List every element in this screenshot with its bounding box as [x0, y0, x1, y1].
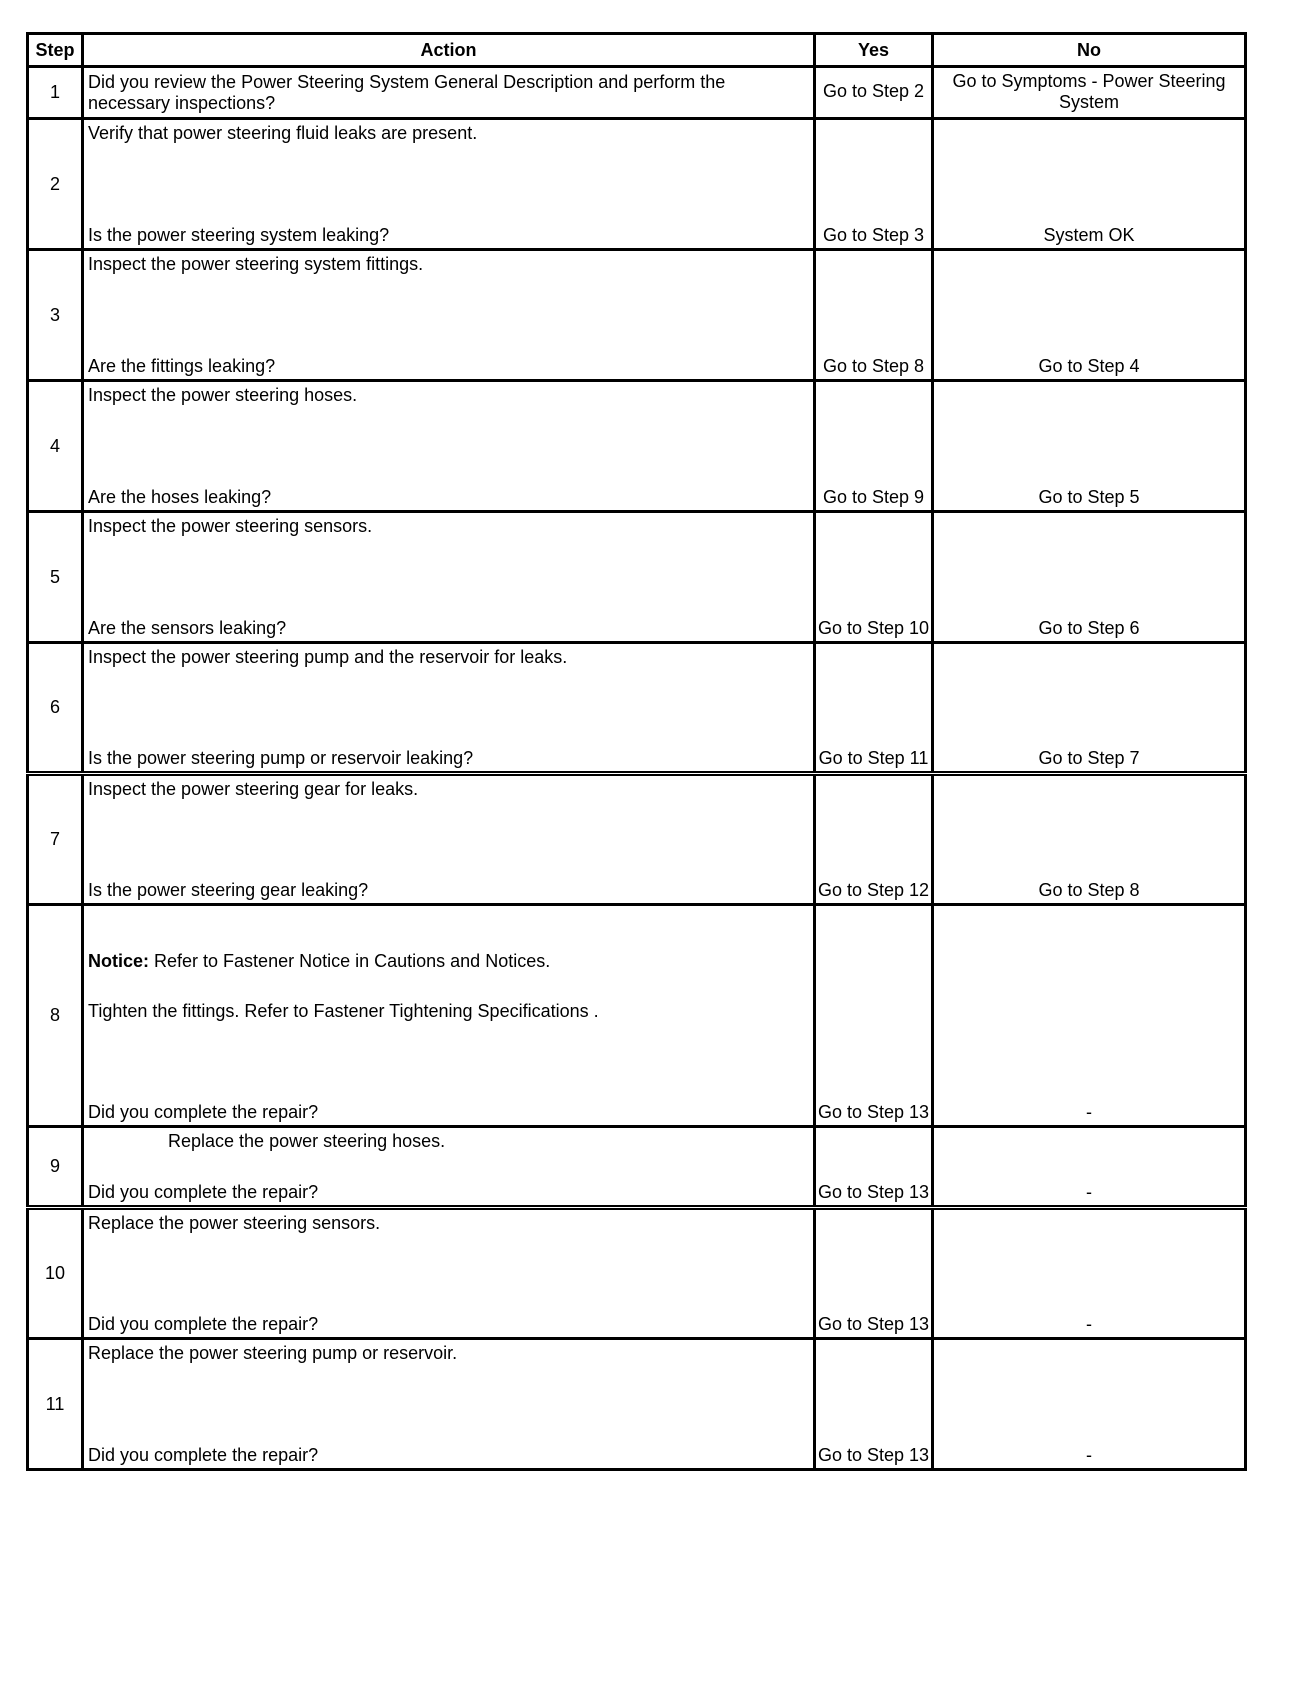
step-number: 2 [28, 119, 83, 250]
no-cell: System OK [933, 119, 1246, 250]
step-number: 7 [28, 774, 83, 905]
yes-cell: Go to Step 13 [815, 1127, 933, 1208]
table-row [28, 1339, 1246, 1470]
yes-cell: Go to Step 3 [815, 119, 933, 250]
table-row [28, 512, 1246, 643]
yes-cell: Go to Step 9 [815, 381, 933, 512]
action-question: Is the power steering gear leaking? [88, 880, 369, 900]
action-text: Inspect the power steering sensors. [88, 516, 373, 536]
yes-cell: Go to Step 13 [815, 905, 933, 1127]
table-row [28, 119, 1246, 250]
diagnostic-table [26, 32, 1247, 1471]
table-row [28, 1127, 1246, 1208]
header-action: Action [83, 34, 815, 67]
no-cell: - [933, 905, 1246, 1127]
header-row [28, 34, 1246, 67]
no-cell: - [933, 1339, 1246, 1470]
step-number: 8 [28, 905, 83, 1127]
yes-cell: Go to Step 13 [815, 1208, 933, 1339]
action-cell [83, 1208, 815, 1339]
table-row [28, 643, 1246, 774]
yes-cell: Go to Step 11 [815, 643, 933, 774]
yes-cell: Go to Step 8 [815, 250, 933, 381]
step-number: 1 [28, 67, 83, 119]
yes-cell: Go to Step 13 [815, 1339, 933, 1470]
table-row [28, 381, 1246, 512]
action-cell [83, 381, 815, 512]
action-text: Replace the power steering pump or reservoir. [88, 1343, 458, 1363]
action-question: Did you complete the repair? [88, 1314, 319, 1334]
yes-cell: Go to Step 2 [815, 67, 933, 119]
no-cell: Go to Step 5 [933, 381, 1246, 512]
no-cell: Go to Step 6 [933, 512, 1246, 643]
table-row [28, 67, 1246, 119]
action-cell [83, 67, 815, 119]
action-question: Is the power steering pump or reservoir leaking? [88, 748, 474, 768]
action-cell [83, 905, 815, 1127]
notice-text [88, 906, 809, 972]
action-text: Tighten the fittings. Refer to Fastener Tightening Specifications . [88, 1001, 599, 1021]
step-number: 10 [28, 1208, 83, 1339]
action-cell [83, 512, 815, 643]
step-number: 9 [28, 1127, 83, 1208]
action-text: Inspect the power steering pump and the reservoir for leaks. [88, 647, 568, 667]
notice-body: Refer to Fastener Notice in Cautions and Notices. [149, 951, 551, 971]
header-step: Step [28, 34, 83, 67]
action-question: Are the sensors leaking? [88, 618, 287, 638]
step-number: 3 [28, 250, 83, 381]
no-cell: Go to Symptoms - Power Steering System [933, 67, 1246, 119]
action-text: Inspect the power steering system fittings. [88, 254, 424, 274]
yes-cell: Go to Step 12 [815, 774, 933, 905]
action-text: Inspect the power steering hoses. [88, 385, 358, 405]
action-cell [83, 1127, 815, 1208]
action-cell [83, 643, 815, 774]
step-number: 11 [28, 1339, 83, 1470]
action-text: Verify that power steering fluid leaks are present. [88, 123, 478, 143]
no-cell: Go to Step 7 [933, 643, 1246, 774]
action-cell [83, 774, 815, 905]
action-cell [83, 119, 815, 250]
header-no: No [933, 34, 1246, 67]
action-question: Are the hoses leaking? [88, 487, 272, 507]
action-question: Is the power steering system leaking? [88, 225, 390, 245]
table-row [28, 1208, 1246, 1339]
no-cell: Go to Step 4 [933, 250, 1246, 381]
no-cell: Go to Step 8 [933, 774, 1246, 905]
table-row [28, 905, 1246, 1127]
no-cell: - [933, 1127, 1246, 1208]
action-question: Did you complete the repair? [88, 1445, 319, 1465]
header-yes: Yes [815, 34, 933, 67]
action-text: Replace the power steering hoses. [168, 1131, 446, 1151]
action-text: Did you review the Power Steering System General Description and perform the necessary inspections? [88, 71, 726, 113]
action-cell [83, 250, 815, 381]
yes-cell: Go to Step 10 [815, 512, 933, 643]
action-text: Replace the power steering sensors. [88, 1213, 381, 1233]
step-number: 5 [28, 512, 83, 643]
step-number: 4 [28, 381, 83, 512]
notice-label: Notice: [88, 951, 150, 971]
table-row [28, 774, 1246, 905]
table-row [28, 250, 1246, 381]
action-question: Are the fittings leaking? [88, 356, 276, 376]
step-number: 6 [28, 643, 83, 774]
action-cell [83, 1339, 815, 1470]
action-question: Did you complete the repair? [88, 1102, 319, 1122]
action-text: Inspect the power steering gear for leaks. [88, 779, 419, 799]
action-question: Did you complete the repair? [88, 1182, 319, 1202]
no-cell: - [933, 1208, 1246, 1339]
